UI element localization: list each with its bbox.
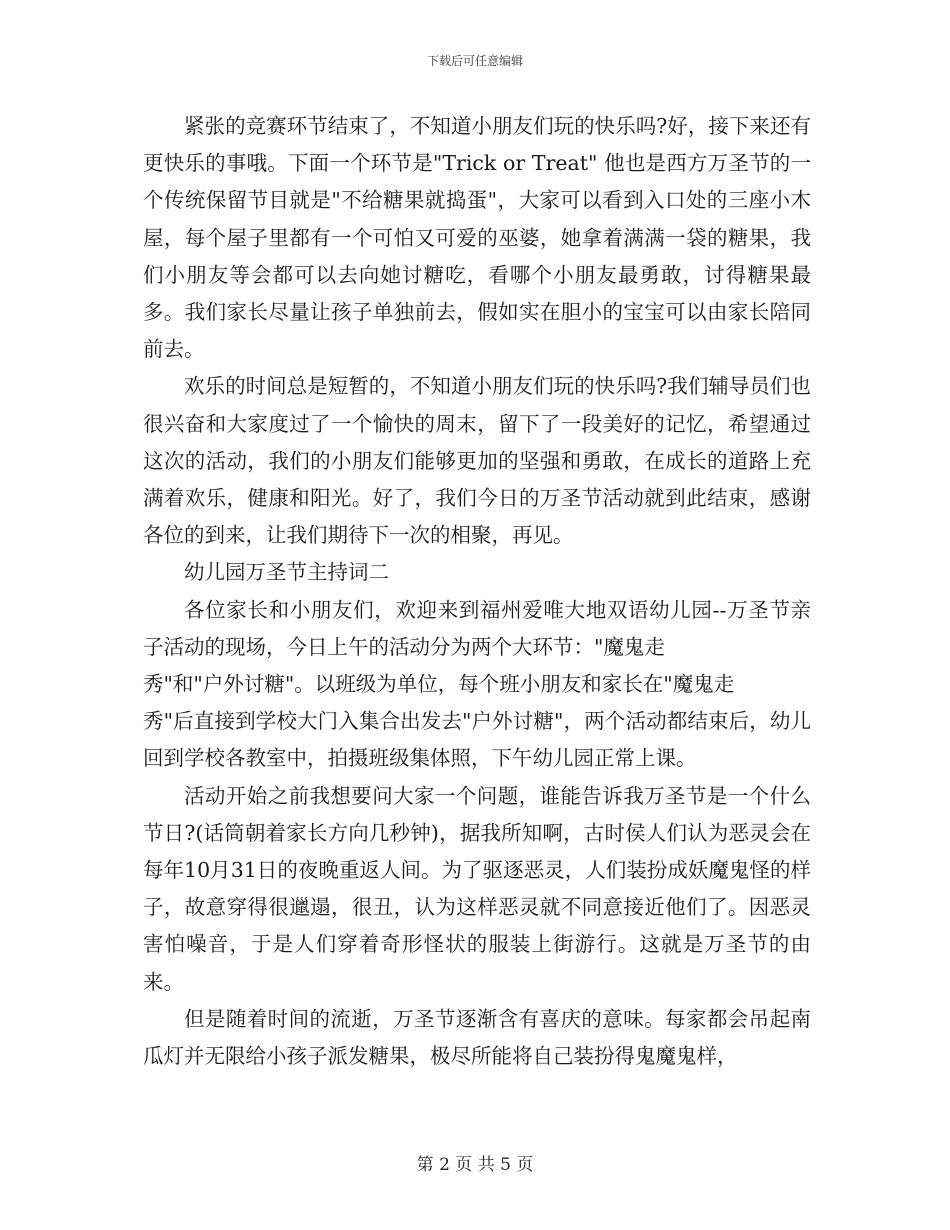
section-heading: 幼儿园万圣节主持词二 bbox=[184, 560, 389, 585]
paragraph-welcome bbox=[143, 592, 811, 778]
paragraph-welcome-part-3: 秀"后直接到学校大门入集合出发去"户外讨糖"，两个活动都结束后，幼儿回到学校各教室中，拍摄班级集体照，下午幼儿园正常上课。 bbox=[143, 709, 811, 771]
paragraph-welcome-part-1: 各位家长和小朋友们，欢迎来到福州爱唯大地双语幼儿园--万圣节亲子活动的现场，今日上午的活动分为两个大环节："魔鬼走 bbox=[143, 597, 811, 659]
document-body bbox=[143, 108, 811, 1075]
page-header-note: 下载后可任意编辑 bbox=[426, 54, 523, 68]
paragraph-halloween-origin: 活动开始之前我想要问大家一个问题，谁能告诉我万圣节是一个什么节日?(话筒朝着家长方向几秒钟)，据我所知啊，古时侯人们认为恶灵会在每年10月31日的夜晚重返人间。为了驱逐恶灵，人们装扮成妖魔鬼怪的样子，故意穿得很邋遢，很丑，认为这样恶灵就不同意接近他们了。因恶灵害怕噪音，于是人们穿着奇形怪状的服装上街游行。这就是万圣节的由来。 bbox=[143, 783, 811, 994]
page-number: 第 2 页 共 5 页 bbox=[416, 1155, 534, 1175]
paragraph-trick-or-treat: 紧张的竞赛环节结束了，不知道小朋友们玩的快乐吗?好，接下来还有更快乐的事哦。下面一个环节是"Trick or Treat" 他也是西方万圣节的一个传统保留节目就是"不给糖果就捣蛋"，大家可以看到入口处的三座小木屋，每个屋子里都有一个可怕又可爱的巫婆，她拿着满满一袋的糖果，我们小朋友等会都可以去向她讨糖吃，看哪个小朋友最勇敢，讨得糖果最多。我们家长尽量让孩子单独前去，假如实在胆小的宝宝可以由家长陪同前去。 bbox=[143, 114, 811, 362]
paragraph-halloween-celebration: 但是随着时间的流逝，万圣节逐渐含有喜庆的意味。每家都会吊起南瓜灯并无限给小孩子派发糖果，极尽所能将自己装扮得鬼魔鬼样， bbox=[143, 1006, 811, 1069]
paragraph-closing-remarks: 欢乐的时间总是短暂的，不知道小朋友们玩的快乐吗?我们辅导员们也很兴奋和大家度过了一个愉快的周末，留下了一段美好的记忆，希望通过这次的活动，我们的小朋友们能够更加的坚强和勇敢，在成长的道路上充满着欢乐，健康和阳光。好了，我们今日的万圣节活动就到此结束，感谢各位的到来，让我们期待下一次的相聚，再见。 bbox=[143, 374, 811, 548]
paragraph-welcome-part-2: 秀"和"户外讨糖"。以班级为单位，每个班小朋友和家长在"魔鬼走 bbox=[143, 672, 735, 697]
